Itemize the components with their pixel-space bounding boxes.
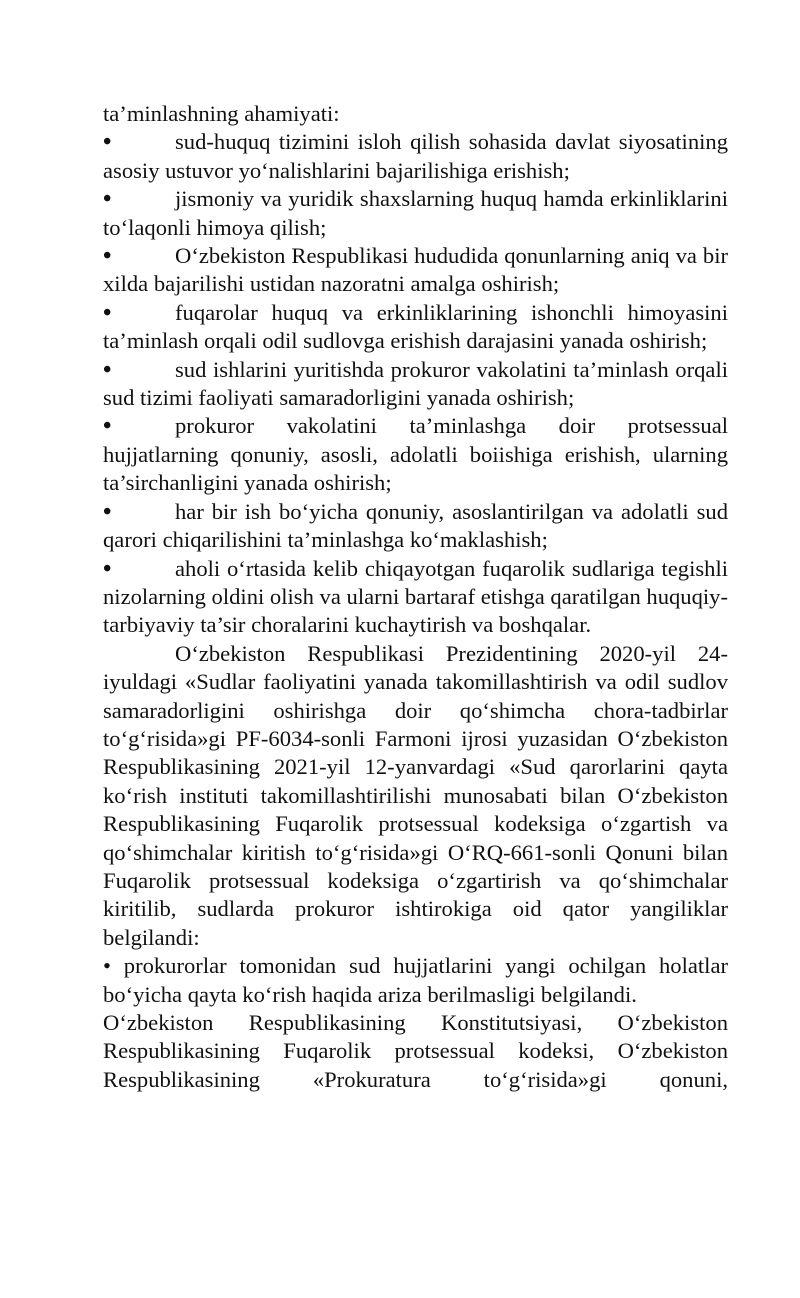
bullet-item	[103, 185, 728, 242]
bullet-icon: •	[103, 356, 112, 383]
bullet-text: prokuror vakolatini ta’minlashga doir protsessual hujjatlarning qonuniy, asosli, adolatli boiishiga erishish, ularning ta’sirchanligini yanada oshirish;	[103, 413, 728, 496]
bullet-item	[103, 299, 728, 356]
bullet-icon: •	[103, 129, 112, 156]
bullet-icon: •	[103, 413, 112, 440]
bullet-item	[103, 498, 728, 555]
bullet-icon: •	[103, 243, 112, 270]
bullet-item	[103, 356, 728, 413]
bullet-item	[103, 128, 728, 185]
bullet-icon: •	[103, 299, 112, 326]
bullet-icon: •	[103, 498, 112, 525]
inline-bullet-paragraph: • prokurorlar tomonidan sud hujjatlarini yangi ochilgan holatlar bo‘yicha qayta ko‘rish haqida ariza berilmasligi belgilandi.	[103, 953, 728, 1007]
bullet-text: sud ishlarini yuritishda prokuror vakolatini ta’minlash orqali sud tizimi faoliyati samaradorligini yanada oshirish;	[103, 356, 728, 411]
bullet-text: har bir ish bo‘yicha qonuniy, asoslantirilgan va adolatli sud qarori chiqarilishini ta’minlashga ko‘maklashish;	[103, 498, 728, 553]
final-paragraph: O‘zbekiston Respublikasining Konstitutsiyasi, O‘zbekiston Respublikasining Fuqarolik protsessual kodeksi, O‘zbekiston Respublikasining «Prokuratura to‘g‘risida»gi qonuni,	[103, 1010, 728, 1092]
bullet-item	[103, 242, 728, 299]
decree-paragraph: O‘zbekiston Respublikasi Prezidentining 2020-yil 24-iyuldagi «Sudlar faoliyatini yanada takomillashtirish va odil sudlov samaradorligini oshirishga doir qo‘shimcha chora-tadbirlar to‘g‘risida»gi PF-6034-sonli Farmoni ijrosi yuzasidan O‘zbekiston Respublikasining 2021-yil 12-yanvardagi «Sud qarorlarini qayta ko‘rish instituti takomillashtirilishi munosabati bilan O‘zbekiston Respublikasining Fuqarolik protsessual kodeksiga o‘zgartish va qo‘shimchalar kiritish to‘g‘risida»gi O‘RQ-661-sonli Qonuni bilan Fuqarolik protsessual kodeksiga o‘zgartirish va qo‘shimchalar kiritilib, sudlarda prokuror ishtirokiga oid qator yangiliklar belgilandi:	[103, 640, 728, 950]
bullet-text: fuqarolar huquq va erkinliklarining ishonchli himoyasini ta’minlash orqali odil sudlovga erishish darajasini yanada oshirish;	[103, 299, 728, 354]
bullet-text: O‘zbekiston Respublikasi hududida qonunlarning aniq va bir xilda bajarilishi ustidan nazoratni amalga oshirish;	[103, 243, 728, 297]
bullet-text: aholi o‘rtasida kelib chiqayotgan fuqarolik sudlariga tegishli nizolarning oldini olish va ularni bartaraf etishga qaratilgan huquqiy-tarbiyaviy ta’sir choralarini kuchaytirish va boshqalar.	[103, 555, 728, 638]
bullet-item	[103, 412, 728, 497]
bullet-icon: •	[103, 555, 112, 582]
document-page	[103, 100, 728, 1094]
bullet-text: sud-huquq tizimini isloh qilish sohasida davlat siyosatining asosiy ustuvor yo‘nalishlarini bajarilishiga erishish;	[103, 129, 728, 183]
bullet-text: jismoniy va yuridik shaxslarning huquq hamda erkinliklarini to‘laqonli himoya qilish;	[103, 186, 728, 240]
bullet-item	[103, 555, 728, 640]
bullet-icon: •	[103, 186, 112, 213]
intro-line: ta’minlashning ahamiyati:	[103, 101, 340, 126]
